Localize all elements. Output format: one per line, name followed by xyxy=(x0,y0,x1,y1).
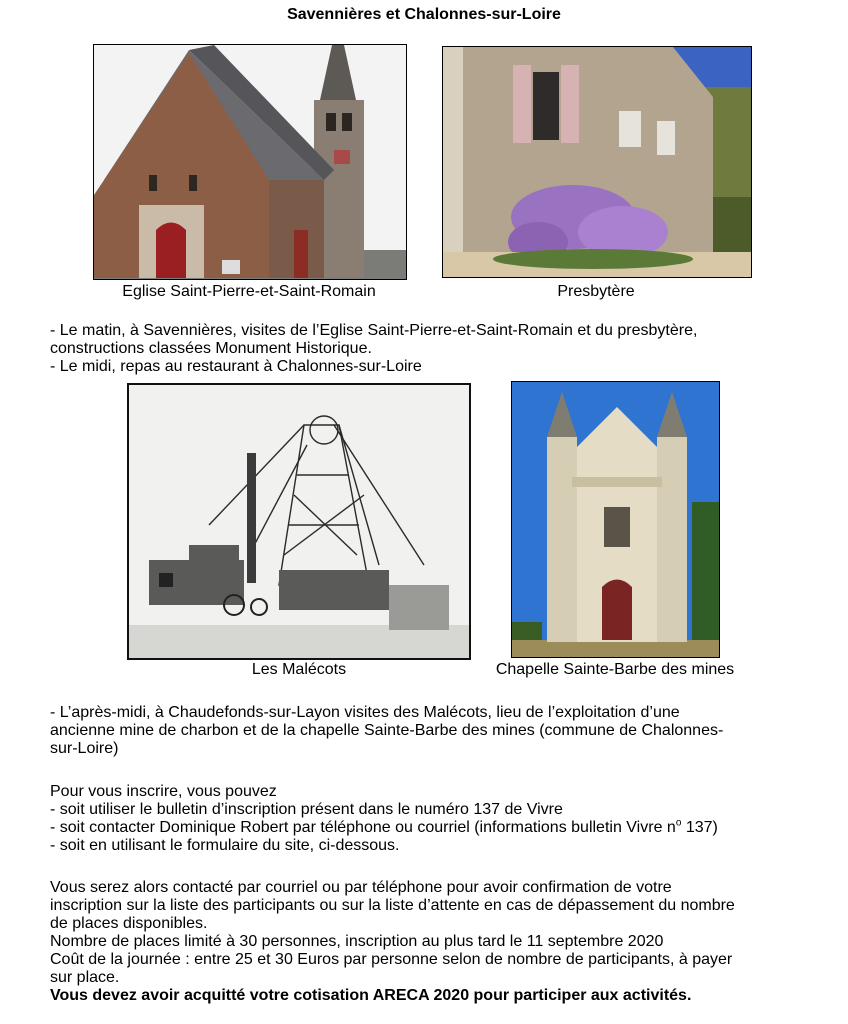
morning-line-1: - Le matin, à Savennières, visites de l’Eglise Saint-Pierre-et-Saint-Romain et du presbytère, xyxy=(50,322,698,339)
morning-paragraph xyxy=(50,322,790,376)
page-title: Savennières et Chalonnes-sur-Loire xyxy=(287,6,561,23)
morning-line-3: - Le midi, repas au restaurant à Chalonnes-sur-Loire xyxy=(50,358,422,375)
presbytere-photo xyxy=(442,46,752,278)
registration-paragraph xyxy=(50,783,790,855)
confirmation-line-6: sur place. xyxy=(50,969,120,986)
malecots-caption: Les Malécots xyxy=(251,661,347,678)
confirmation-line-2: inscription sur la liste des participants ou sur la liste d’attente en cas de dépassement du nombre xyxy=(50,897,735,914)
afternoon-line-2: ancienne mine de charbon et de la chapelle Sainte-Barbe des mines (commune de Chalonnes- xyxy=(50,722,724,739)
confirmation-line-1: Vous serez alors contacté par courriel ou par téléphone pour avoir confirmation de votre xyxy=(50,879,672,896)
registration-intro: Pour vous inscrire, vous pouvez xyxy=(50,783,277,800)
registration-option-2 xyxy=(50,819,790,837)
confirmation-line-4: Nombre de places limité à 30 personnes, inscription au plus tard le 11 septembre 2020 xyxy=(50,933,664,950)
eglise-caption: Eglise Saint-Pierre-et-Saint-Romain xyxy=(122,283,376,300)
registration-option-2-sup: o xyxy=(675,817,682,829)
registration-option-3: - soit en utilisant le formulaire du site, ci-dessous. xyxy=(50,837,400,854)
confirmation-line-3: de places disponibles. xyxy=(50,915,208,932)
morning-line-2: constructions classées Monument Historique. xyxy=(50,340,372,357)
registration-option-1: - soit utiliser le bulletin d’inscription présent dans le numéro 137 de Vivre xyxy=(50,801,563,818)
afternoon-paragraph xyxy=(50,704,790,758)
registration-option-2-text: - soit contacter Dominique Robert par téléphone ou courriel (informations bulletin Vivre n xyxy=(50,819,676,836)
registration-option-2-number: 137) xyxy=(681,819,718,836)
eglise-photo xyxy=(93,44,407,280)
afternoon-line-3: sur-Loire) xyxy=(50,740,119,757)
membership-warning: Vous devez avoir acquitté votre cotisation ARECA 2020 pour participer aux activités. xyxy=(50,987,692,1004)
confirmation-paragraph xyxy=(50,879,790,1005)
chapelle-photo xyxy=(511,381,720,658)
confirmation-line-5: Coût de la journée : entre 25 et 30 Euros par personne selon de nombre de participants, à payer xyxy=(50,951,733,968)
presbytere-caption: Presbytère xyxy=(557,283,635,300)
afternoon-line-1: - L’après-midi, à Chaudefonds-sur-Layon visites des Malécots, lieu de l’exploitation d’une xyxy=(50,704,680,721)
malecots-drawing xyxy=(127,383,471,660)
chapelle-caption: Chapelle Sainte-Barbe des mines xyxy=(495,661,735,678)
